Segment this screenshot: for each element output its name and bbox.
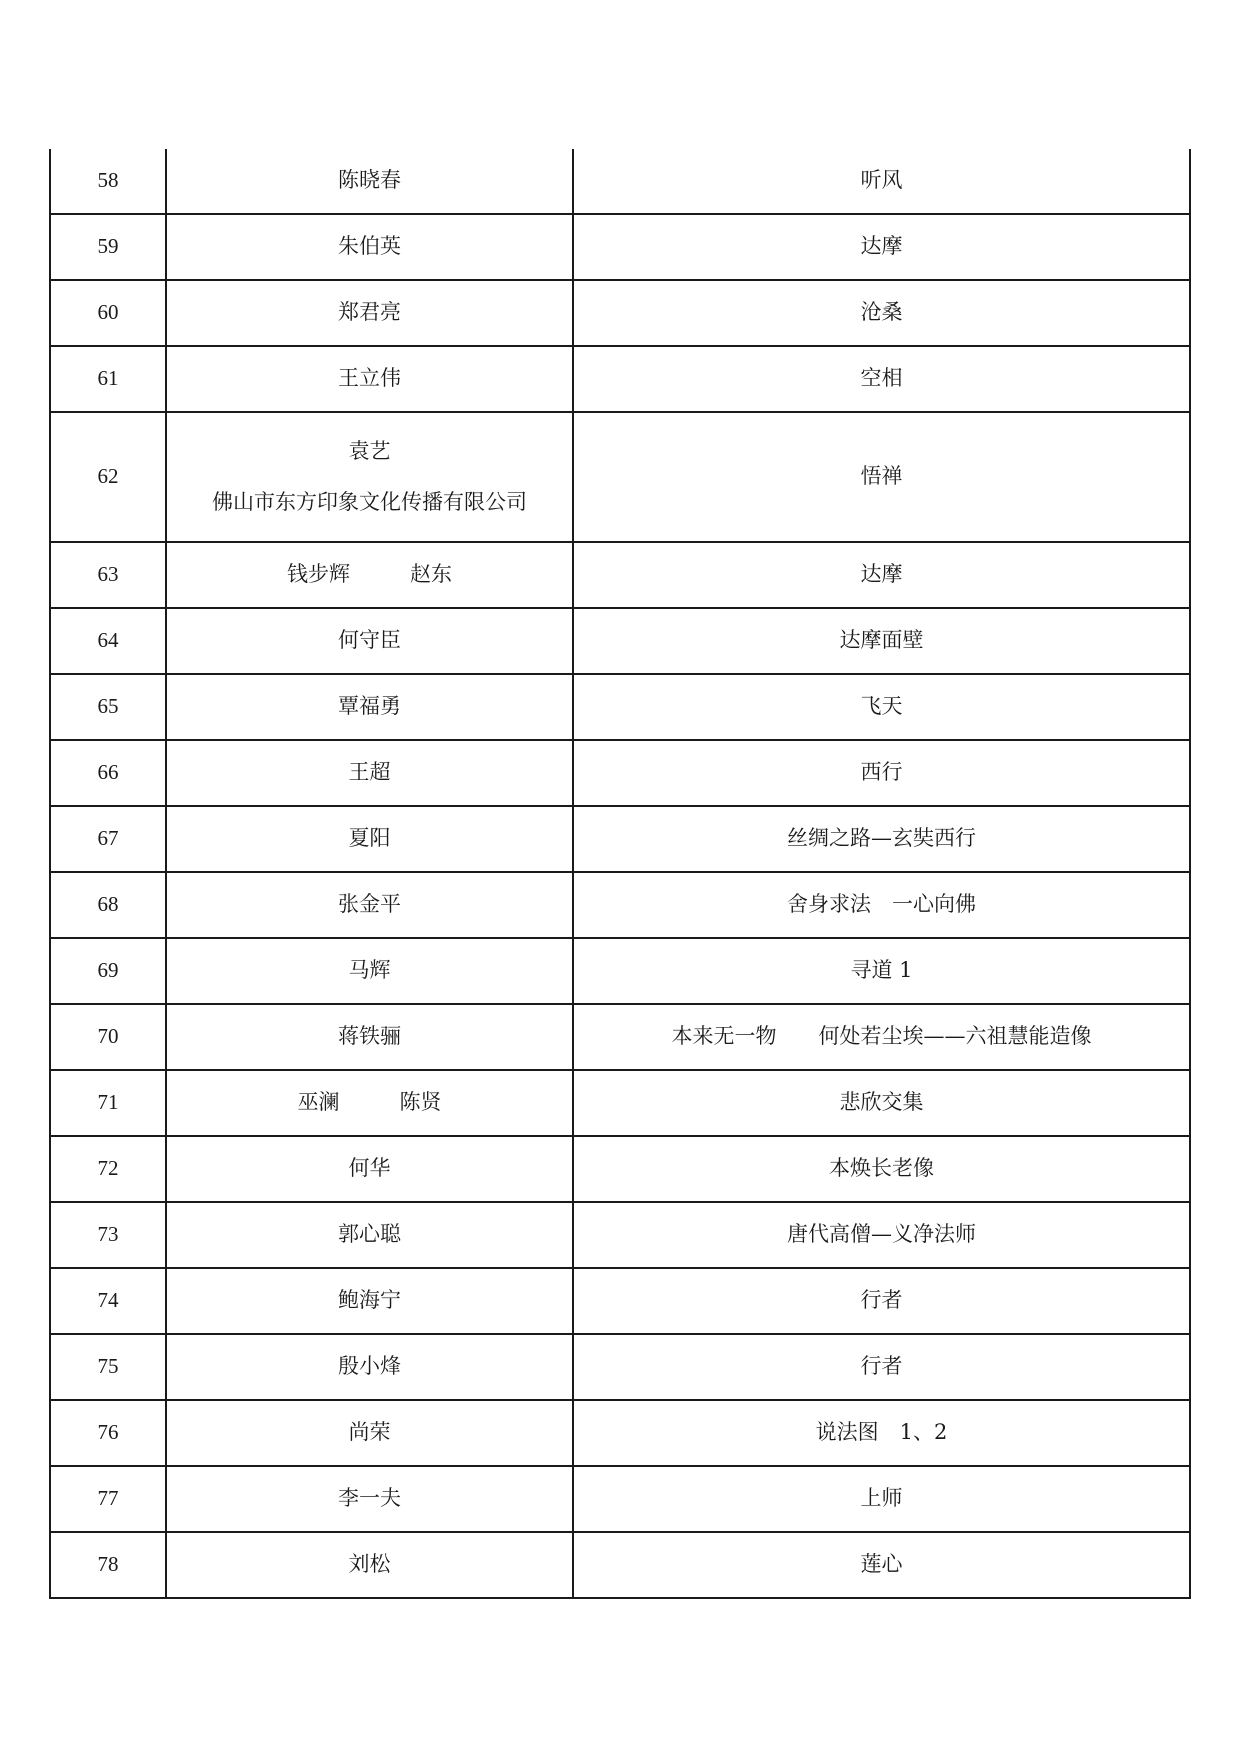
entry-author: 覃福勇 xyxy=(338,694,401,719)
entry-author-cell xyxy=(166,1136,573,1202)
entry-number: 73 xyxy=(50,1202,166,1268)
table-row xyxy=(50,1202,1190,1268)
entry-title: 西行 xyxy=(573,740,1190,806)
entry-title: 悟禅 xyxy=(573,412,1190,542)
entry-author: 张金平 xyxy=(338,892,401,917)
entry-number: 74 xyxy=(50,1268,166,1334)
entry-title: 行者 xyxy=(573,1268,1190,1334)
entry-author: 蒋铁骊 xyxy=(338,1024,401,1049)
entry-author-cell xyxy=(166,1466,573,1532)
entry-author-cell xyxy=(166,806,573,872)
entry-number: 78 xyxy=(50,1532,166,1598)
table-row xyxy=(50,674,1190,740)
entry-author: 何华 xyxy=(348,1156,391,1181)
table-row xyxy=(50,280,1190,346)
entry-title: 沧桑 xyxy=(573,280,1190,346)
table-row xyxy=(50,1334,1190,1400)
entry-author-cell xyxy=(166,1004,573,1070)
entry-author: 李一夫 xyxy=(338,1486,401,1511)
entry-author: 朱伯英 xyxy=(338,234,401,259)
entry-number: 71 xyxy=(50,1070,166,1136)
entry-number: 58 xyxy=(50,149,166,214)
entry-author: 王立伟 xyxy=(338,366,401,391)
entry-author: 袁艺 xyxy=(348,438,391,463)
table-row xyxy=(50,938,1190,1004)
table-row xyxy=(50,1136,1190,1202)
entry-author: 殷小烽 xyxy=(338,1354,401,1379)
entry-author: 郭心聪 xyxy=(338,1222,401,1247)
entry-number: 62 xyxy=(50,412,166,542)
entry-number: 72 xyxy=(50,1136,166,1202)
entry-author: 鲍海宁 xyxy=(338,1288,401,1313)
entry-number: 77 xyxy=(50,1466,166,1532)
entry-author-cell xyxy=(166,608,573,674)
entry-title: 听风 xyxy=(573,149,1190,214)
entry-title: 寻道 1 xyxy=(573,938,1190,1004)
entry-author-cell xyxy=(166,346,573,412)
entry-title: 达摩面壁 xyxy=(573,608,1190,674)
entry-number: 69 xyxy=(50,938,166,1004)
entry-title: 舍身求法 一心向佛 xyxy=(573,872,1190,938)
table-row xyxy=(50,1532,1190,1598)
entry-number: 63 xyxy=(50,542,166,608)
entry-title: 达摩 xyxy=(573,542,1190,608)
entry-author-cell xyxy=(166,214,573,280)
entry-author: 佛山市东方印象文化传播有限公司 xyxy=(212,490,527,514)
entries-table-body xyxy=(50,149,1190,1598)
entry-number: 68 xyxy=(50,872,166,938)
entry-title: 空相 xyxy=(573,346,1190,412)
entry-title: 莲心 xyxy=(573,1532,1190,1598)
entry-title: 行者 xyxy=(573,1334,1190,1400)
entry-title: 悲欣交集 xyxy=(573,1070,1190,1136)
entry-number: 67 xyxy=(50,806,166,872)
table-row xyxy=(50,1400,1190,1466)
table-row xyxy=(50,412,1190,542)
entry-number: 76 xyxy=(50,1400,166,1466)
entry-author-cell xyxy=(166,412,573,542)
entry-author-cell xyxy=(166,740,573,806)
entry-author: 刘松 xyxy=(348,1552,391,1577)
entry-author-cell xyxy=(166,938,573,1004)
entry-title: 本焕长老像 xyxy=(573,1136,1190,1202)
entry-author-cell xyxy=(166,1400,573,1466)
entry-number: 64 xyxy=(50,608,166,674)
entry-author-cell xyxy=(166,542,573,608)
entry-author: 王超 xyxy=(348,760,391,785)
entry-author: 巫澜 xyxy=(297,1090,340,1115)
entry-author-cell xyxy=(166,1202,573,1268)
entry-number: 60 xyxy=(50,280,166,346)
table-row xyxy=(50,1466,1190,1532)
entry-author-cell xyxy=(166,149,573,214)
entry-author: 陈晓春 xyxy=(338,168,401,193)
entry-title: 说法图 1、2 xyxy=(573,1400,1190,1466)
entry-title: 飞天 xyxy=(573,674,1190,740)
table-row xyxy=(50,1070,1190,1136)
entry-title: 丝绸之路—玄奘西行 xyxy=(573,806,1190,872)
table-row xyxy=(50,740,1190,806)
entry-author-cell xyxy=(166,280,573,346)
entry-author: 赵东 xyxy=(410,562,452,587)
entry-author-cell xyxy=(166,674,573,740)
entry-author-cell xyxy=(166,1334,573,1400)
entry-author-cell xyxy=(166,1532,573,1598)
entry-number: 70 xyxy=(50,1004,166,1070)
entry-author: 夏阳 xyxy=(348,826,391,851)
entry-title: 唐代高僧—义净法师 xyxy=(573,1202,1190,1268)
table-row xyxy=(50,542,1190,608)
entries-table xyxy=(49,149,1191,1599)
entry-title: 本来无一物 何处若尘埃——六祖慧能造像 xyxy=(573,1004,1190,1070)
entry-number: 59 xyxy=(50,214,166,280)
entry-number: 65 xyxy=(50,674,166,740)
entry-author: 钱步辉 xyxy=(287,562,350,587)
entry-title: 上师 xyxy=(573,1466,1190,1532)
entry-author: 郑君亮 xyxy=(338,300,401,325)
table-row xyxy=(50,1268,1190,1334)
table-row xyxy=(50,806,1190,872)
entry-author: 陈贤 xyxy=(399,1090,442,1115)
entry-author-cell xyxy=(166,1268,573,1334)
entry-author: 马辉 xyxy=(348,958,391,983)
entry-number: 66 xyxy=(50,740,166,806)
entry-title: 达摩 xyxy=(573,214,1190,280)
entry-author: 何守臣 xyxy=(338,628,401,653)
table-row xyxy=(50,608,1190,674)
table-row xyxy=(50,1004,1190,1070)
entry-author: 尚荣 xyxy=(348,1420,391,1445)
entry-author-cell xyxy=(166,1070,573,1136)
table-row xyxy=(50,872,1190,938)
table-row xyxy=(50,149,1190,214)
table-row xyxy=(50,214,1190,280)
entry-author-cell xyxy=(166,872,573,938)
entry-number: 75 xyxy=(50,1334,166,1400)
entry-number: 61 xyxy=(50,346,166,412)
table-row xyxy=(50,346,1190,412)
